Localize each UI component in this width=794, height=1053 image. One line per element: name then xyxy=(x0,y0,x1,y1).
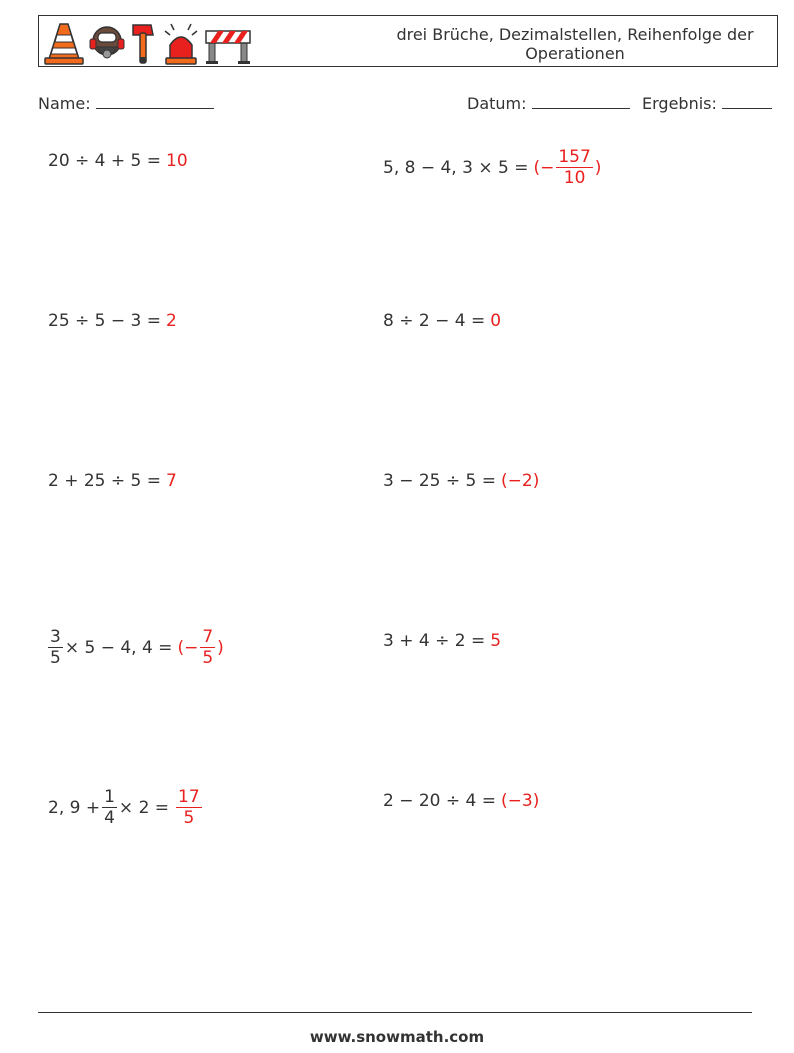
name-label: Name: xyxy=(38,94,91,113)
problem-1 xyxy=(48,151,188,171)
fraction-denominator: 5 xyxy=(202,648,214,668)
result-blank[interactable] xyxy=(722,94,772,109)
problem-expression: 8 ÷ 2 − 4 = xyxy=(383,311,486,331)
fraction-numerator: 157 xyxy=(558,147,591,167)
date-field xyxy=(467,94,630,113)
gas-mask-icon xyxy=(89,21,125,65)
fraction-numerator: 1 xyxy=(104,787,115,807)
result-field xyxy=(642,94,772,113)
operand-fraction xyxy=(102,787,117,828)
answer-fraction xyxy=(176,787,202,828)
answer-prefix: (− xyxy=(533,157,555,178)
name-field xyxy=(38,94,214,113)
date-blank[interactable] xyxy=(532,94,630,109)
fraction-denominator: 4 xyxy=(104,808,115,828)
problem-expression: 20 ÷ 4 + 5 = xyxy=(48,151,162,171)
problem-9 xyxy=(48,787,204,828)
problem-answer xyxy=(177,627,223,668)
answer-suffix: ) xyxy=(217,637,224,658)
date-label: Datum: xyxy=(467,94,527,113)
fraction-denominator: 5 xyxy=(50,648,61,668)
footer-url[interactable]: www.snowmath.com xyxy=(309,1028,485,1046)
fraction-denominator: 10 xyxy=(563,168,586,188)
problem-expression: 3 − 25 ÷ 5 = xyxy=(383,471,497,491)
barrier-icon xyxy=(205,21,251,65)
name-blank[interactable] xyxy=(96,94,214,109)
problem-answer: (−2) xyxy=(501,471,540,491)
problem-answer: 5 xyxy=(490,631,502,651)
problem-expression: 2 + 25 ÷ 5 = xyxy=(48,471,162,491)
problem-6 xyxy=(383,471,539,491)
worksheet-title: drei Brüche, Dezimalstellen, Reihenfolge der Operationen xyxy=(396,25,754,63)
problem-answer: 10 xyxy=(166,151,188,171)
footer-divider xyxy=(38,1012,752,1013)
axe-icon xyxy=(129,21,157,65)
problem-8 xyxy=(383,631,501,651)
fraction-numerator: 7 xyxy=(202,627,214,647)
problem-answer: (−3) xyxy=(501,791,540,811)
problem-answer: 7 xyxy=(166,471,177,491)
problem-answer: 2 xyxy=(166,311,177,331)
problem-10 xyxy=(383,791,539,811)
siren-icon xyxy=(161,21,201,65)
traffic-cone-icon xyxy=(43,21,85,65)
problem-answer xyxy=(533,147,601,188)
answer-fraction xyxy=(556,147,592,188)
fraction-numerator: 3 xyxy=(50,627,61,647)
answer-prefix: (− xyxy=(177,637,199,658)
problem-4 xyxy=(383,311,501,331)
header-icons xyxy=(43,19,251,65)
problem-3 xyxy=(48,311,177,331)
fraction-numerator: 17 xyxy=(178,787,200,807)
worksheet-header xyxy=(38,15,778,67)
problem-expression: × 2 = xyxy=(118,797,170,818)
problem-expression: 5, 8 − 4, 3 × 5 = xyxy=(383,157,529,178)
problem-expression: 2 − 20 ÷ 4 = xyxy=(383,791,497,811)
answer-suffix: ) xyxy=(594,157,602,178)
operand-fraction xyxy=(48,627,63,668)
answer-fraction xyxy=(200,627,215,668)
problem-5 xyxy=(48,471,177,491)
problem-2 xyxy=(383,147,601,188)
fraction-denominator: 5 xyxy=(183,808,195,828)
problem-expression: 25 ÷ 5 − 3 = xyxy=(48,311,162,331)
problem-answer xyxy=(174,787,204,828)
problem-expression: 3 + 4 ÷ 2 = xyxy=(383,631,486,651)
problem-answer: 0 xyxy=(490,311,502,331)
problem-expression: × 5 − 4, 4 = xyxy=(64,637,173,658)
result-label: Ergebnis: xyxy=(642,94,717,113)
problem-expression: 2, 9 + xyxy=(48,797,101,818)
problem-7 xyxy=(46,627,224,668)
